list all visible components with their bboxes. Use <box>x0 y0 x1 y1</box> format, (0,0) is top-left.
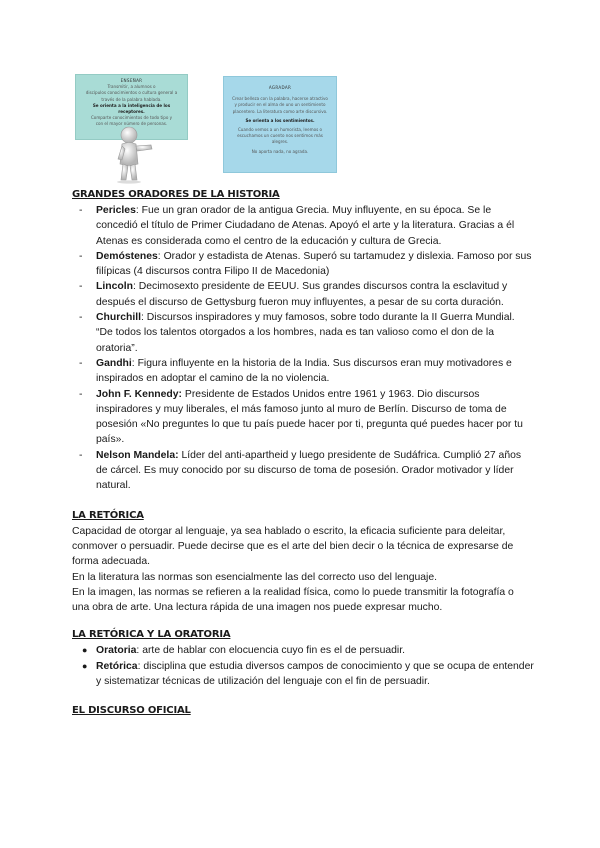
ensenar-title: ENSEÑAR <box>120 78 143 83</box>
orador-text: Presidente de Estados Unidos entre 1961 y 1963. Dio discursos inspiradores y muy liberales, el más famoso junto al muro de Berlín. Discurso de toma de posesión «No preguntes lo que tu país puede hacer por ti, pregunta qué puedes hacer por tu país». <box>96 388 523 446</box>
list-item <box>72 387 534 448</box>
agradar-line: Crear belleza con la palabra, hacerse atractivo <box>232 96 328 102</box>
ensenar-line: Transmitir, a alumnos o <box>107 84 156 90</box>
orador-text: : Figura influyente en la historia de la India. Sus discursos eran muy motivadores e inspirados en adoptar el camino de la no violencia. <box>96 357 512 385</box>
document-body <box>72 187 534 719</box>
agradar-line: alegres. <box>271 139 289 145</box>
term-text: : arte de hablar con elocuencia cuyo fin es el de persuadir. <box>136 645 406 657</box>
agradar-card <box>223 76 337 173</box>
oradores-list <box>72 203 534 494</box>
orador-name: John F. Kennedy: <box>96 388 183 400</box>
retorica-paragraph: En la imagen, las normas se refieren a la realidad física, como lo puede transmitir la fotografía o una obra de arte. Una lectura rápida de una imagen nos puede expresar mucho. <box>72 586 514 614</box>
agradar-line: No aporta nada, no agrada. <box>251 148 309 154</box>
orador-name: Churchill <box>96 312 142 324</box>
ensenar-line: con el mayor número de personas. <box>95 121 168 127</box>
discurso-heading: EL DISCURSO OFICIAL <box>72 705 191 717</box>
dash-marker: - <box>79 250 83 262</box>
ensenar-emphasis: Se orienta a la inteligencia de los receptores. <box>92 102 171 115</box>
dash-marker: - <box>79 388 83 400</box>
orador-text: : Discursos inspiradores y muy famosos, sobre todo durante la II Guerra Mundial. “De todos los talentos otorgados a los hombres, nada es tan valioso como el don de la oratoria”. <box>96 312 515 354</box>
list-item <box>72 356 534 387</box>
agradar-line: escuchamos un cuento nos sentimos más <box>237 133 323 139</box>
orador-name: Pericles <box>96 205 136 216</box>
dash-marker: - <box>79 205 83 216</box>
dash-marker: - <box>79 449 83 461</box>
figures-area <box>75 74 335 184</box>
dash-marker: - <box>79 281 83 293</box>
orador-name: Demóstenes <box>96 250 158 262</box>
list-item <box>72 279 534 310</box>
list-item <box>72 203 534 249</box>
list-item <box>72 249 534 280</box>
agradar-line: placentero. La literatura como arte discursivo. <box>232 108 328 114</box>
list-item <box>72 310 534 356</box>
orador-name: Nelson Mandela: <box>96 449 179 461</box>
orador-text: : Fue un gran orador de la antigua Grecia. Muy influyente, en su época. Se le concedió el título de Primer Ciudadano de Atenas. Apoyó el arte y la literatura. Gracias a él Atenas es considerada como el centro de la educación y cultura de Grecia. <box>96 205 515 247</box>
dash-marker: - <box>79 312 83 324</box>
retorica-heading: LA RETÓRICA <box>72 509 144 521</box>
agradar-title: AGRADAR <box>268 85 292 90</box>
term-text: : disciplina que estudia diversos campos de conocimiento y que se ocupa de entender y sistematizar técnicas de utilización del lenguaje con el fin de persuadir. <box>96 660 534 688</box>
agradar-line: y producir en el alma de uno un sentimiento <box>234 102 326 108</box>
ensenar-line: Comparte conocimientos de todo tipo y <box>90 115 173 121</box>
list-item <box>72 659 534 690</box>
presenter-figure-icon <box>115 126 157 184</box>
orador-name: Lincoln <box>96 281 133 293</box>
oradores-heading: GRANDES ORADORES DE LA HISTORIA <box>72 189 280 200</box>
term-name: Oratoria <box>96 645 137 657</box>
agradar-emphasis: Se orienta a los sentimientos. <box>245 117 315 123</box>
retorica-oratoria-heading: LA RETÓRICA Y LA ORATORIA <box>72 629 231 641</box>
ensenar-line: través de la palabra hablada. <box>101 96 162 102</box>
list-item <box>72 448 534 494</box>
dash-marker: - <box>79 357 83 369</box>
orador-text: Líder del anti-apartheid y luego presidente de Sudáfrica. Cumplió 27 años de cárcel. Es muy conocido por su discurso de toma de posesión. Orador motivador y líder natural. <box>96 449 522 492</box>
orador-name: Gandhi <box>96 357 132 369</box>
term-name: Retórica <box>96 660 138 672</box>
bullet-marker: ● <box>82 660 88 671</box>
bullet-marker: ● <box>82 645 88 656</box>
ensenar-line: discípulos conocimientos o cultura general a <box>85 90 178 96</box>
retorica-paragraph: En la literatura las normas son esencialmente las del correcto uso del lenguaje. <box>72 571 438 583</box>
orador-text: : Orador y estadista de Atenas. Superó su tartamudez y dislexia. Famoso por sus filípicas (4 discursos contra Filipo II de Macedonia) <box>96 250 532 278</box>
retorica-paragraph: Capacidad de otorgar al lenguaje, ya sea hablado o escrito, la eficacia suficiente para deleitar, conmover o persuadir. Puede decirse que es el arte del bien decir o la técnica de expresarse de forma adecuada. <box>72 525 514 568</box>
retorica-oratoria-list <box>72 643 534 689</box>
agradar-line: Cuando vemos a un humorista, leemos o <box>237 127 323 133</box>
orador-text: : Decimosexto presidente de EEUU. Sus grandes discursos contra la esclavitud y después el discurso de Gettysburg fueron muy influyentes, a pesar de su corta duración. <box>96 281 508 308</box>
list-item <box>72 643 534 658</box>
